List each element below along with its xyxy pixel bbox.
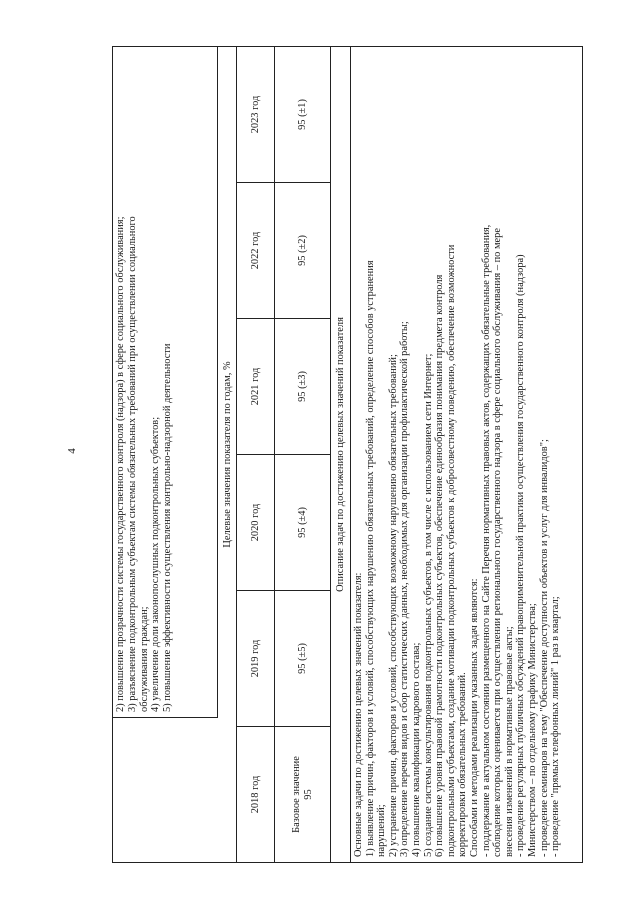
header-cell-2021: 2021 год — [237, 318, 274, 454]
body-line: 4) повышение квалификации кадрового состава; — [410, 642, 422, 857]
document-frame — [112, 46, 583, 863]
value-cell-2022: 95 (±2) — [275, 182, 330, 318]
body-line: Министерством – по отдельному графику Министерства; — [526, 603, 538, 857]
table-value-row — [275, 47, 331, 862]
body-line: - проведение регулярных публичных обсуждений правоприменительной практики осуществления государственного контроля (надзора) — [515, 254, 527, 857]
body-line: соблюдение которых оценивается при осуществлении регионального государственного надзора в сфере социального обслуживания – по мере — [492, 228, 504, 857]
header-cell-2022: 2022 год — [237, 182, 274, 318]
header-cell-2018: 2018 год — [237, 726, 274, 862]
table-header-row — [237, 47, 275, 862]
body-line: - проведение семинаров на тему "Обеспечение доступности объектов и услуг для инвалидов"; — [538, 439, 550, 857]
value-cell-2021: 95 (±3) — [275, 318, 330, 454]
base-value-cell — [275, 726, 330, 862]
goal-line: 5) повышение эффективности осуществления контрольно-надзорной деятельности — [162, 343, 174, 712]
body-line: - проведение "прямых телефонных линий" 1 раз в квартал; — [550, 596, 562, 857]
body-line: внесения изменений в нормативные правовые акты; — [503, 626, 515, 857]
body-line: 1) выявление причин, факторов и условий, способствующих нарушению обязательных требований, определение способов устранения — [364, 260, 376, 857]
goals-cell — [113, 46, 218, 718]
body-line: 2) устранение причин, факторов и условий, способствующих возможному нарушению обязательных требований; — [387, 354, 399, 857]
body-line: Способами и методами реализации указанных задач являются: — [468, 578, 480, 857]
body-line: корректировки обязательных требований. — [457, 672, 469, 857]
value-cell-2020: 95 (±4) — [275, 454, 330, 590]
description-body — [353, 51, 562, 857]
body-line: 5) создание системы консультирования подконтрольных субъектов, в том числе с использованием сети Интернет; — [422, 353, 434, 857]
goal-line: 2) повышение прозрачности системы государственного контроля (надзора) в сфере социального обслуживания; — [115, 216, 126, 712]
base-value: 95 — [302, 789, 314, 800]
header-cell-2020: 2020 год — [237, 454, 274, 590]
table-caption: Целевые значения показателя по годам, % — [218, 47, 237, 862]
header-cell-2019: 2019 год — [237, 590, 274, 726]
body-line: 3) определение перечня видов и сбор статистических данных, необходимых для организации профилактической работы; — [399, 321, 411, 857]
body-line: нарушений; — [376, 804, 388, 857]
base-value-label: Базовое значение — [290, 756, 302, 833]
value-cell-2023: 95 (±1) — [296, 99, 308, 130]
goal-line: обслуживания граждан; — [138, 606, 150, 712]
header-cell-2023: 2023 год — [249, 95, 261, 134]
body-line: - поддержание в актуальном состоянии размещенного на Сайте Перечня нормативных правовых актов, содержащих обязательные требования, — [480, 224, 492, 857]
goal-line: 4) увеличение доли законопослушных подконтрольных субъектов; — [150, 416, 162, 712]
page-number: 4 — [66, 448, 78, 454]
body-line: Основные задачи по достижению целевых значений показателя: — [353, 572, 364, 857]
body-line: подконтрольными субъектами, создание мотивации подконтрольных субъектов к добросовестному поведению, обеспечение возможности — [445, 244, 457, 857]
description-title: Описание задач по достижению целевых значений показателя — [331, 47, 351, 862]
body-line: 6) повышение уровня правовой грамотности подконтрольных субъектов, обеспечение единообразия понимания предмета контроля — [434, 274, 446, 857]
goal-line: 3) разъяснение подконтрольным субъектам системы обязательных требований при осуществлении социального — [126, 216, 138, 712]
value-cell-2019: 95 (±5) — [275, 590, 330, 726]
